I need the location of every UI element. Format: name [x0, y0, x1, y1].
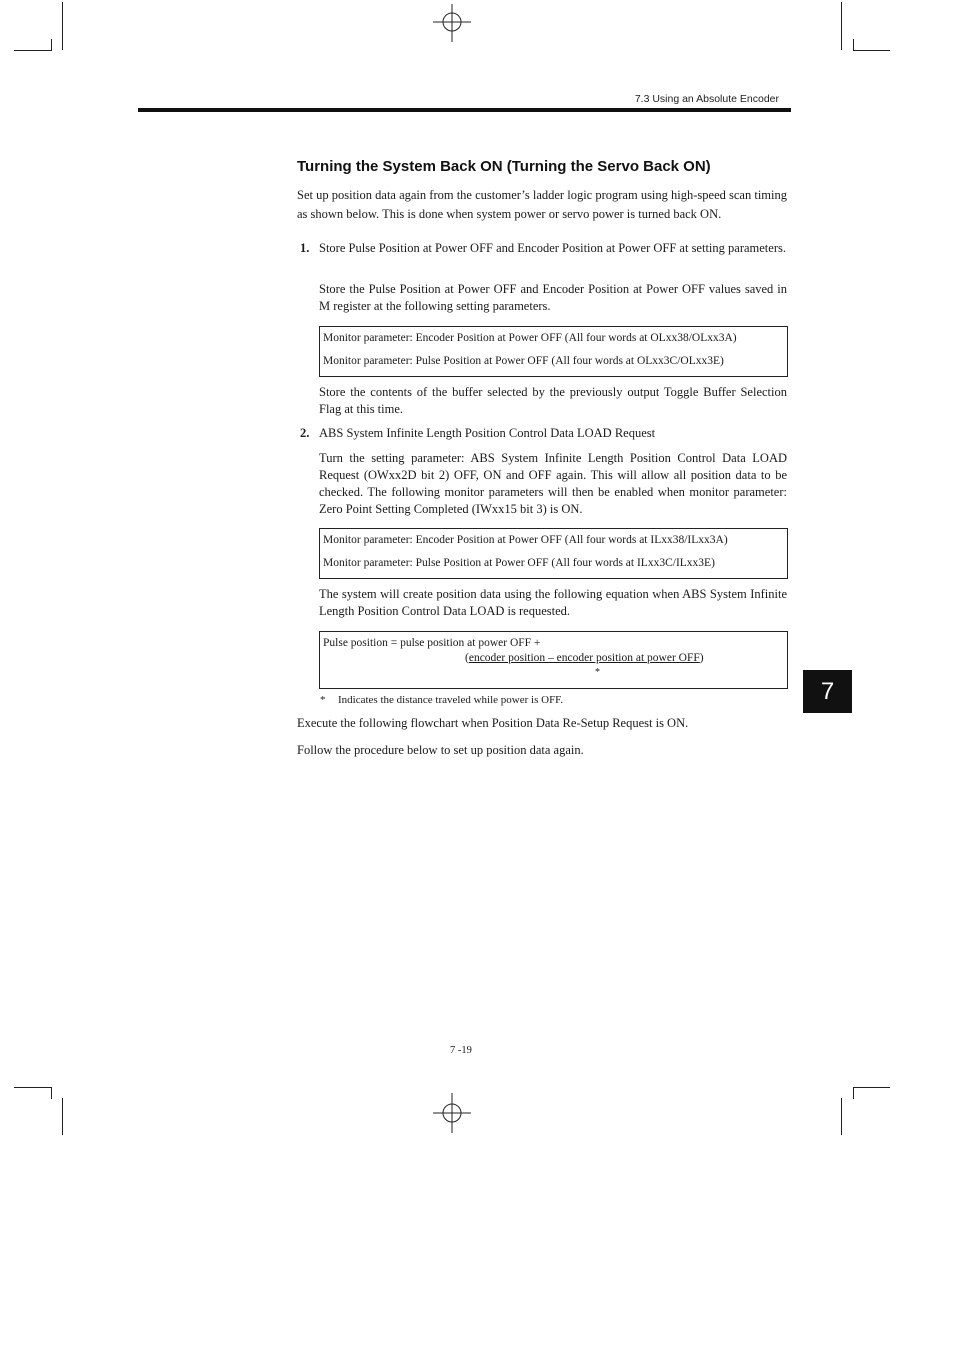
box-line: Monitor parameter: Pulse Position at Power OFF (All four words at ILxx3C/ILxx3E): [323, 557, 715, 569]
crop-mark: [62, 1098, 63, 1135]
step-number: 1.: [300, 241, 310, 255]
crop-mark: [841, 1098, 842, 1135]
step-number: 2.: [300, 426, 310, 440]
crop-mark: [853, 1087, 854, 1099]
footnote-text: Indicates the distance traveled while power is OFF.: [338, 694, 564, 706]
step-body: The system will create position data using the following equation when ABS System Infinite Length Position Control Data LOAD is requested.: [319, 587, 787, 618]
parameter-box: [319, 528, 788, 579]
section-title: Turning the System Back ON (Turning the Servo Back ON): [297, 158, 711, 175]
equation-term: (encoder position – encoder position at power OFF): [465, 652, 704, 664]
crop-mark: [51, 39, 52, 51]
page-number: 7 -19: [450, 1045, 472, 1056]
chapter-tab: 7: [803, 670, 852, 713]
footnote-mark: *: [320, 694, 326, 706]
equation-asterisk: *: [595, 667, 600, 678]
crop-mark: [62, 2, 63, 50]
closing-paragraph: Execute the following flowchart when Position Data Re-Setup Request is ON.: [297, 716, 689, 730]
box-line: Monitor parameter: Encoder Position at Power OFF (All four words at ILxx38/ILxx3A): [323, 534, 728, 546]
step-title: Store Pulse Position at Power OFF and Encoder Position at Power OFF at setting parameters.: [319, 241, 786, 255]
step-body: Turn the setting parameter: ABS System Infinite Length Position Control Data LOAD Request (OWxx2D bit 2) OFF, ON and OFF again. This will allow all position data to be checked. The following monitor parameters will then be enabled when monitor parameter: Zero Point Setting Completed (IWxx15 bit 3) is ON.: [319, 451, 787, 516]
equation-underlined: encoder position – encoder position at power OFF: [468, 652, 700, 664]
header-rule: [138, 108, 791, 112]
crop-mark: [841, 2, 842, 50]
equation-box: [319, 631, 788, 689]
step-title: ABS System Infinite Length Position Control Data LOAD Request: [319, 426, 656, 440]
registration-mark-icon: [432, 4, 472, 44]
step-body: Store the Pulse Position at Power OFF and Encoder Position at Power OFF values saved in M register at the following setting parameters.: [319, 282, 787, 313]
box-line: Monitor parameter: Encoder Position at Power OFF (All four words at OLxx38/OLxx3A): [323, 332, 737, 344]
crop-mark: [14, 50, 51, 51]
crop-mark: [853, 50, 890, 51]
closing-paragraph: Follow the procedure below to set up position data again.: [297, 743, 584, 757]
parameter-box: [319, 326, 788, 377]
running-head: 7.3 Using an Absolute Encoder: [634, 93, 779, 105]
crop-mark: [853, 39, 854, 51]
registration-mark-icon: [432, 1093, 472, 1133]
step-body: Store the contents of the buffer selected by the previously output Toggle Buffer Selection Flag at this time.: [319, 385, 787, 416]
intro-paragraph: Set up position data again from the customer’s ladder logic program using high-speed scan timing as shown below. This is done when system power or servo power is turned back ON.: [297, 188, 787, 221]
box-line: Monitor parameter: Pulse Position at Power OFF (All four words at OLxx3C/OLxx3E): [323, 355, 724, 367]
crop-mark: [853, 1087, 890, 1088]
equation-line: Pulse position = pulse position at power OFF +: [323, 637, 541, 649]
crop-mark: [14, 1087, 51, 1088]
crop-mark: [51, 1087, 52, 1099]
